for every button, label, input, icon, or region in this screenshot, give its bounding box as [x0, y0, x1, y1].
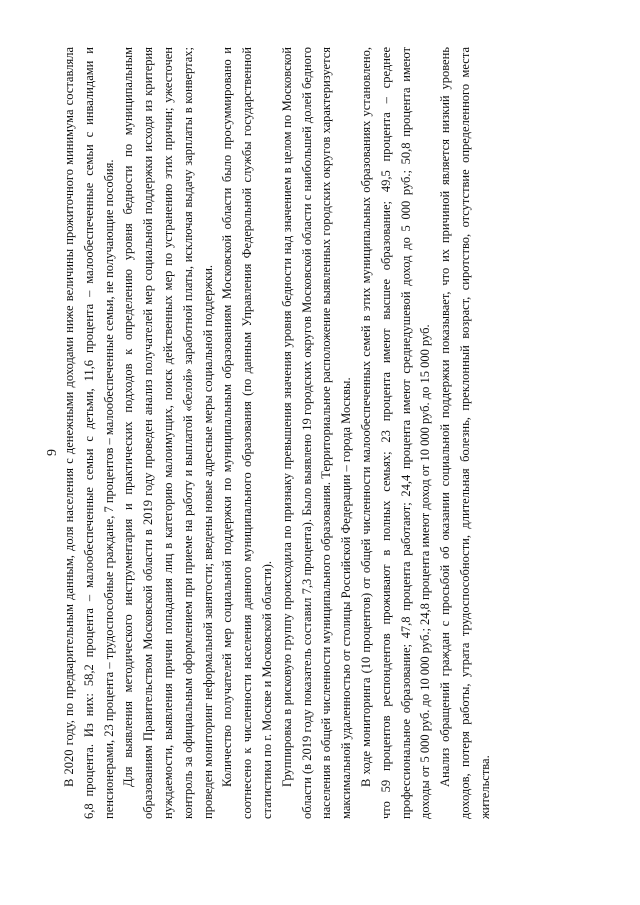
paragraph: Количество получателей мер социальной поддержки по муниципальным образованиям Московской области было просуммировано и соотнесено к численности населения данного муниципального образования (по данным Управления Федеральной службы государственной статистики по г. Москве и Московской области).	[220, 47, 274, 819]
paragraph: В ходе мониторинга (10 процентов) от общей численности малообеспеченных семей в этих муниципальных образованиях установлено, что 59 процентов респондентов проживают в полных семьях; 23 процента имеют высшее образование; 49,5 процента – среднее профессиональное образование; 47,8 процента работают; 24,4 процента имеют среднедушевой доход до 5 000 руб.; 50,8 процента имеют доходы от 5 000 руб. до 10 000 руб.; 24,8 процента имеют доход от 10 000 руб. до 15 000 руб.	[358, 47, 433, 819]
paragraph: Группировка в рисковую группу происходила по признаку превышения значения уровня бедности над значением в целом по Московской области (в 2019 году показатель составил 7,3 процента). Было выявлено 19 городских округов Московской области с наибольшей долей бедного населения в общей численности муниципального образования. Территориальное расположение выявленных городских округов характеризуется максимальной удаленностью от столицы Российской Федерации – города Москвы.	[279, 47, 354, 819]
paragraph: Для выявления методического инструментария и практических подходов к определению уровня бедности по муниципальным образованиям Правительством Московской области в 2019 году проведен анализ получателей мер социальной поддержки исходя из критерия нуждаемости, выявления причин попадания лиц в категорию малоимущих, поиск действенных мер по устранению этих причин; ужесточен контроль за официальным оформлением при приеме на работу и выплатой «белой» заработной платы, исключая выдачу зарплаты в конвертах; проведен мониторинг неформальной занятости; введены новые адресные меры социальной поддержки.	[121, 47, 215, 819]
document-body	[60, 47, 496, 819]
paragraph: Анализ обращений граждан с просьбой об оказании социальной поддержки показывает, что их причиной является низкий уровень доходов, потеря работы, утрата трудоспособности, длительная болезнь, преклонный возраст, сиротство, отсутствие определенного места жительства.	[438, 47, 492, 819]
paragraph: В 2020 году, по предварительным данным, доля населения с денежными доходами ниже величины прожиточного минимума составляла 6,8 процента. Из них: 58,2 процента – малообеспеченные семьи с детьми, 11,6 процента – малообеспеченные семьи с инвалидами и пенсионерами, 23 процента – трудоспособные граждане, 7 процентов – малообеспеченные семьи, не получающие пособия.	[62, 47, 116, 819]
page-number: 9	[45, 449, 60, 456]
